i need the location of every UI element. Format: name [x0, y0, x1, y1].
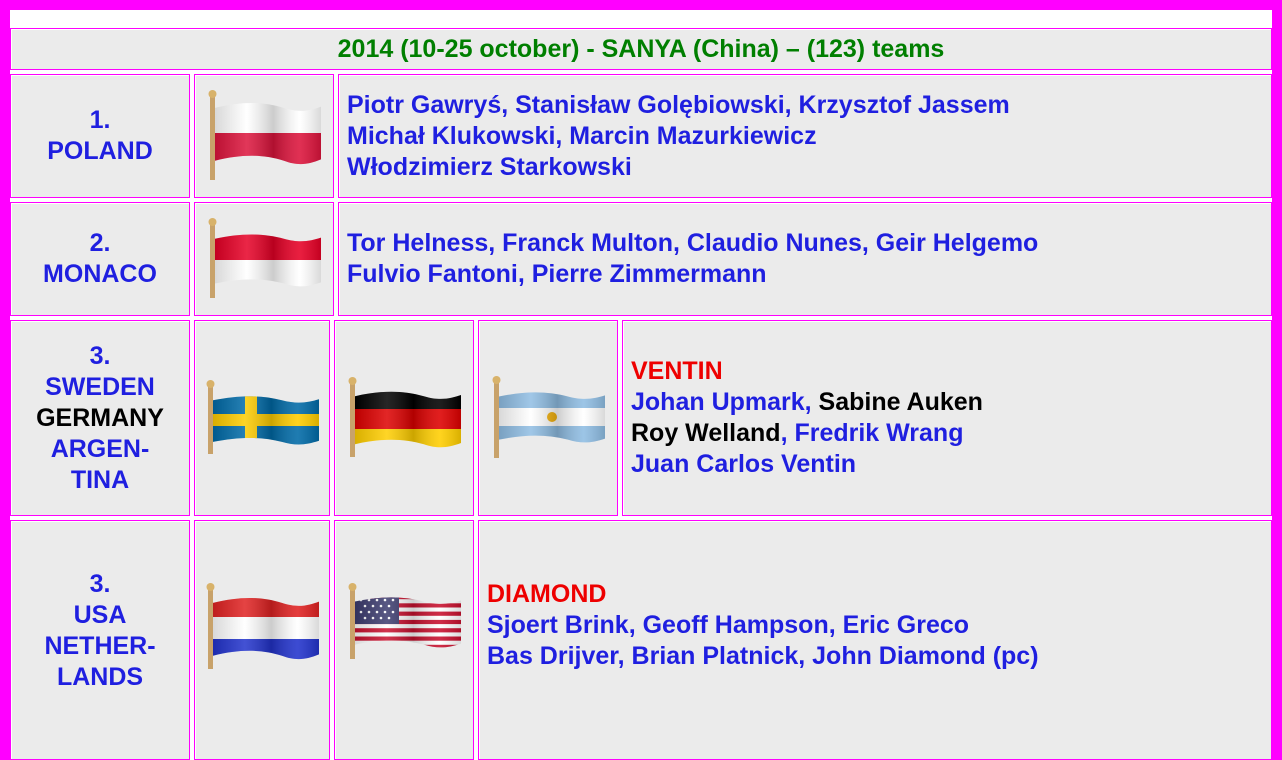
- table-title: [10, 28, 1272, 70]
- rank-text: 1.: [89, 106, 111, 134]
- flag-cell-row-4-b: [334, 520, 474, 760]
- player-name: , Fredrik Wrang: [780, 419, 964, 447]
- players-cell-row-4: [478, 520, 1272, 760]
- rank-block: [44, 569, 155, 693]
- team-name: VENTIN: [631, 357, 723, 385]
- flag-cell-row-2: [194, 202, 334, 316]
- rank-text: 2.: [89, 229, 111, 257]
- player-line: Piotr Gawryś, Stanisław Golębiowski, Krzysztof Jassem: [347, 90, 1010, 119]
- netherlands-flag-icon: [200, 583, 324, 671]
- player-line: [631, 418, 1271, 449]
- usa-flag-icon: [342, 583, 466, 661]
- players-cell-row-3: [622, 320, 1272, 516]
- player-line: Bas Drijver, Brian Platnick, John Diamond (pc): [487, 642, 1039, 670]
- player-line: Tor Helness, Franck Multon, Claudio Nunes, Geir Helgemo: [347, 229, 1039, 257]
- player-line: [631, 387, 1271, 418]
- country-name: MONACO: [43, 260, 157, 288]
- players-cell-row-1: [338, 74, 1272, 198]
- country-name: USA: [73, 601, 127, 629]
- country-name: ARGEN-: [50, 434, 150, 463]
- rank-cell-row-1: [10, 74, 190, 198]
- country-name: NETHER-: [44, 632, 156, 660]
- player-line: Włodzimierz Starkowski: [347, 152, 632, 181]
- country-name: POLAND: [47, 137, 153, 165]
- argentina-flag-icon: [486, 376, 610, 460]
- players-cell-row-2: [338, 202, 1272, 316]
- title-text: 2014 (10-25 october) - SANYA (China) – (123) teams: [337, 34, 945, 63]
- flag-cell-row-3-c: [478, 320, 618, 516]
- flag-cell-row-3-b: [334, 320, 474, 516]
- country-name: GERMANY: [36, 403, 164, 432]
- flag-cell-row-1: [194, 74, 334, 198]
- germany-flag-icon: [342, 377, 466, 459]
- rank-cell-row-2: [10, 202, 190, 316]
- player-name: Johan Upmark,: [631, 388, 812, 416]
- team-name: DIAMOND: [487, 580, 607, 608]
- player-line: Michał Klukowski, Marcin Mazurkiewicz: [347, 121, 817, 150]
- flag-cell-row-3-a: [194, 320, 330, 516]
- player-line: Fulvio Fantoni, Pierre Zimmermann: [347, 260, 767, 288]
- country-name: TINA: [70, 465, 130, 494]
- monaco-flag-icon: [202, 218, 326, 300]
- country-name: SWEDEN: [45, 372, 155, 401]
- rank-text: 3.: [89, 341, 111, 370]
- sweden-flag-icon: [200, 380, 324, 456]
- rank-text: 3.: [89, 570, 111, 598]
- player-name: Roy Welland: [631, 419, 781, 447]
- rank-cell-row-4: [10, 520, 190, 760]
- player-line: Sjoert Brink, Geoff Hampson, Eric Greco: [487, 611, 970, 639]
- poland-flag-icon: [202, 90, 326, 182]
- player-line: [631, 449, 1271, 480]
- flag-cell-row-4-a: [194, 520, 330, 760]
- player-name: Juan Carlos Ventin: [631, 450, 857, 478]
- country-name: LANDS: [56, 663, 144, 691]
- player-name: Sabine Auken: [811, 388, 983, 416]
- rank-cell-row-3: [10, 320, 190, 516]
